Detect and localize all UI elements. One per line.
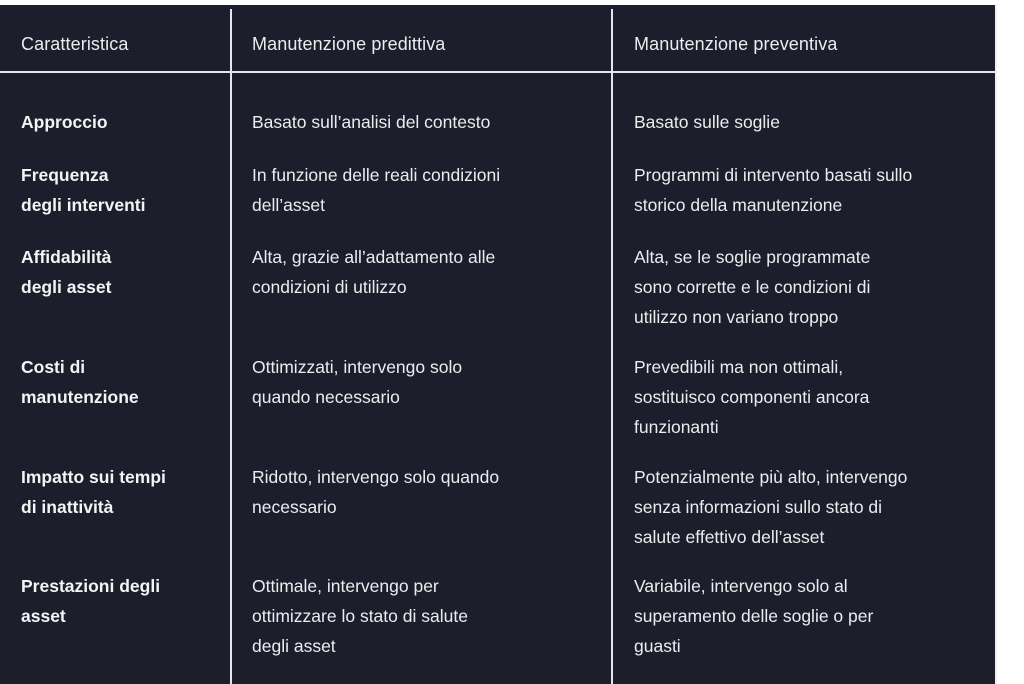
cell-line: sono corrette e le condizioni di: [634, 277, 871, 297]
cell-preventiva-costi: [634, 352, 979, 442]
row-label-line: Costi di: [21, 357, 86, 377]
row-label-line: di inattività: [21, 497, 114, 517]
cell-predittiva-costi: [252, 352, 597, 412]
cell-line: Ottimale, intervengo per: [252, 576, 439, 596]
cell-line: salute effettivo dell’asset: [634, 527, 825, 547]
cell-line: Prevedibili ma non ottimali,: [634, 357, 844, 377]
cell-line: Variabile, intervengo solo al: [634, 576, 848, 596]
row-label-affidabilita: [21, 242, 221, 302]
row-label-line: Affidabilità: [21, 247, 112, 267]
column-divider-1: [230, 9, 232, 684]
cell-line: Alta, se le soglie programmate: [634, 247, 871, 267]
cell-preventiva-approccio: [634, 107, 979, 137]
cell-preventiva-frequenza: [634, 160, 979, 220]
cell-preventiva-prestazioni: [634, 571, 979, 661]
cell-line: superamento delle soglie o per: [634, 606, 874, 626]
cell-line: condizioni di utilizzo: [252, 277, 407, 297]
row-label-line: degli interventi: [21, 195, 146, 215]
cell-line: sostituisco componenti ancora: [634, 387, 870, 407]
cell-predittiva-prestazioni: [252, 571, 597, 661]
row-label-line: asset: [21, 606, 66, 626]
header-divider: [0, 71, 995, 73]
cell-line: guasti: [634, 636, 681, 656]
comparison-table: [0, 5, 997, 684]
cell-line: Ridotto, intervengo solo quando: [252, 467, 500, 487]
header-manutenzione-predittiva: Manutenzione predittiva: [252, 34, 446, 54]
cell-line: Programmi di intervento basati sullo: [634, 165, 913, 185]
cell-line: storico della manutenzione: [634, 195, 843, 215]
row-label-line: Frequenza: [21, 165, 109, 185]
row-label-line: manutenzione: [21, 387, 139, 407]
cell-predittiva-impatto: [252, 462, 597, 522]
header-caratteristica: Caratteristica: [21, 34, 129, 54]
row-label-line: Approccio: [21, 112, 108, 132]
row-label-line: Impatto sui tempi: [21, 467, 166, 487]
cell-line: dell’asset: [252, 195, 325, 215]
cell-predittiva-frequenza: [252, 160, 597, 220]
cell-line: Basato sulle soglie: [634, 112, 780, 132]
row-label-frequenza: [21, 160, 221, 220]
row-label-costi: [21, 352, 221, 412]
header-manutenzione-preventiva: Manutenzione preventiva: [634, 34, 838, 54]
row-label-prestazioni: [21, 571, 221, 631]
cell-preventiva-affidabilita: [634, 242, 979, 332]
cell-line: Potenzialmente più alto, intervengo: [634, 467, 908, 487]
cell-line: ottimizzare lo stato di salute: [252, 606, 468, 626]
cell-line: Basato sull’analisi del contesto: [252, 112, 491, 132]
cell-line: senza informazioni sullo stato di: [634, 497, 883, 517]
cell-line: utilizzo non variano troppo: [634, 307, 839, 327]
cell-predittiva-approccio: [252, 107, 597, 137]
cell-preventiva-impatto: [634, 462, 979, 552]
cell-line: quando necessario: [252, 387, 400, 407]
row-label-line: degli asset: [21, 277, 112, 297]
cell-line: In funzione delle reali condizioni: [252, 165, 501, 185]
cell-line: Ottimizzati, intervengo solo: [252, 357, 463, 377]
row-label-impatto: [21, 462, 221, 522]
cell-line: funzionanti: [634, 417, 719, 437]
cell-line: Alta, grazie all’adattamento alle: [252, 247, 496, 267]
row-label-line: Prestazioni degli: [21, 576, 161, 596]
row-label-approccio: [21, 107, 221, 137]
cell-predittiva-affidabilita: [252, 242, 597, 302]
cell-line: necessario: [252, 497, 337, 517]
cell-line: degli asset: [252, 636, 336, 656]
column-divider-2: [611, 9, 613, 684]
